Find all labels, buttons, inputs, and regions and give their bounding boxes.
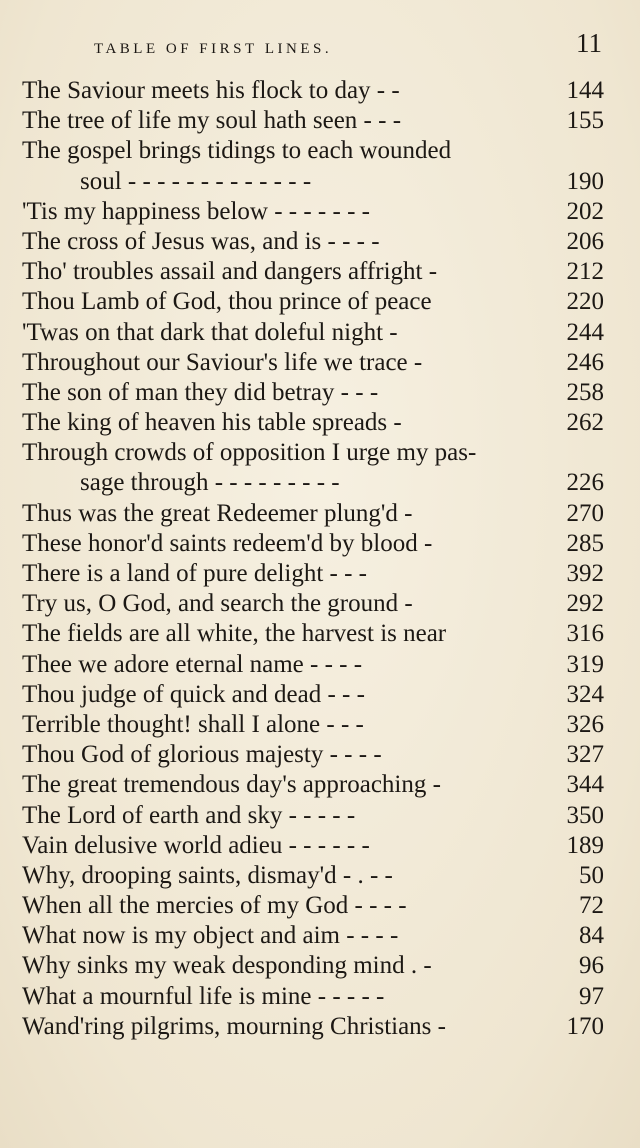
page-number: 11 [576,28,602,58]
toc-entry [22,982,604,1012]
first-line-text: Thou God of glorious majesty - - - - [22,741,382,769]
hymn-page-number: 220 [566,288,604,316]
toc-entry [22,408,604,438]
toc-entry [22,921,604,951]
hymn-page-number: 97 [579,982,604,1010]
hymn-page-number: 84 [579,922,604,950]
hymn-page-number: 72 [579,892,604,920]
first-line-text: Thee we adore eternal name - - - - [22,650,363,678]
hymn-page-number: 170 [566,1012,604,1040]
toc-entry [22,740,604,770]
hymn-page-number: 96 [579,952,604,980]
first-line-text: The Lord of earth and sky - - - - - [22,801,356,829]
hymn-page-number: 324 [566,680,604,708]
first-line-text: Throughout our Saviour's life we trace - [22,348,423,376]
toc-entry [22,559,604,589]
hymn-page-number: 270 [566,499,604,527]
hymn-page-number: 206 [566,227,604,255]
toc-entry [22,287,604,317]
hymn-page-number: 316 [566,620,604,648]
first-line-text: Thus was the great Redeemer plung'd - [22,499,413,527]
first-lines-table [22,76,604,1042]
hymn-page-number: 244 [566,318,604,346]
toc-entry [22,378,604,408]
toc-entry [22,318,604,348]
first-line-text: The great tremendous day's approaching - [22,771,441,799]
toc-entry [22,136,604,196]
toc-entry [22,680,604,710]
hymn-page-number: 246 [566,348,604,376]
toc-entry [22,770,604,800]
toc-entry [22,227,604,257]
toc-entry [22,891,604,921]
first-line-text: Vain delusive world adieu - - - - - - [22,831,370,859]
hymn-page-number: 326 [566,710,604,738]
first-line-text: The king of heaven his table spreads - [22,409,402,437]
hymn-page-number: 319 [566,650,604,678]
toc-entry [22,257,604,287]
hymn-page-number: 285 [566,529,604,557]
first-line-text: Thou judge of quick and dead - - - [22,680,365,708]
running-head [22,28,602,64]
toc-entry [22,438,604,498]
toc-entry [22,861,604,891]
toc-entry [22,1012,604,1042]
first-line-text: Through crowds of opposition I urge my pas- [22,439,477,467]
hymn-page-number: 258 [566,378,604,406]
hymn-page-number: 226 [566,469,604,497]
first-line-continuation: soul - - - - - - - - - - - - - [80,167,312,195]
first-line-text: The fields are all white, the harvest is near [22,620,447,648]
hymn-page-number: 202 [566,197,604,225]
first-line-text: Thou Lamb of God, thou prince of peace [22,288,432,316]
first-line-text: Why sinks my weak desponding mind . - [22,952,432,980]
first-line-text: What now is my object and aim - - - - [22,922,399,950]
toc-entry [22,650,604,680]
first-line-text: Terrible thought! shall I alone - - - [22,710,364,738]
toc-entry [22,801,604,831]
first-line-text: Try us, O God, and search the ground - [22,590,413,618]
first-line-text: 'Twas on that dark that doleful night - [22,318,398,346]
first-line-text: Wand'ring pilgrims, mourning Christians - [22,1012,446,1040]
toc-entry [22,348,604,378]
toc-entry [22,589,604,619]
toc-entry [22,106,604,136]
first-line-text: What a mournful life is mine - - - - - [22,982,385,1010]
first-line-text: The tree of life my soul hath seen - - - [22,107,402,135]
first-line-continuation: sage through - - - - - - - - - [80,469,340,497]
first-line-text: The cross of Jesus was, and is - - - - [22,227,380,255]
first-line-text: When all the mercies of my God - - - - [22,892,407,920]
hymn-page-number: 292 [566,590,604,618]
toc-entry [22,499,604,529]
hymn-page-number: 155 [566,107,604,135]
hymn-page-number: 344 [566,771,604,799]
hymn-page-number: 392 [566,560,604,588]
hymn-page-number: 50 [579,861,604,889]
toc-entry [22,831,604,861]
toc-entry [22,197,604,227]
hymn-page-number: 189 [566,831,604,859]
toc-entry [22,951,604,981]
toc-entry [22,619,604,649]
first-line-text: The son of man they did betray - - - [22,378,379,406]
first-line-text: These honor'd saints redeem'd by blood - [22,529,433,557]
hymn-page-number: 212 [566,258,604,286]
first-line-text: Why, drooping saints, dismay'd - . - - [22,861,393,889]
first-line-text: 'Tis my happiness below - - - - - - - [22,197,370,225]
first-line-text: There is a land of pure delight - - - [22,560,368,588]
hymn-page-number: 190 [566,167,604,195]
hymn-page-number: 327 [566,741,604,769]
toc-entry [22,76,604,106]
hymn-page-number: 350 [566,801,604,829]
hymn-page-number: 144 [566,76,604,104]
toc-entry [22,710,604,740]
first-line-text: The Saviour meets his flock to day - - [22,77,400,104]
first-line-text: The gospel brings tidings to each wounded [22,137,452,165]
first-line-text: Tho' troubles assail and dangers affright - [22,258,438,286]
toc-entry [22,529,604,559]
hymn-page-number: 262 [566,409,604,437]
page-title: table of first lines. [94,34,333,58]
